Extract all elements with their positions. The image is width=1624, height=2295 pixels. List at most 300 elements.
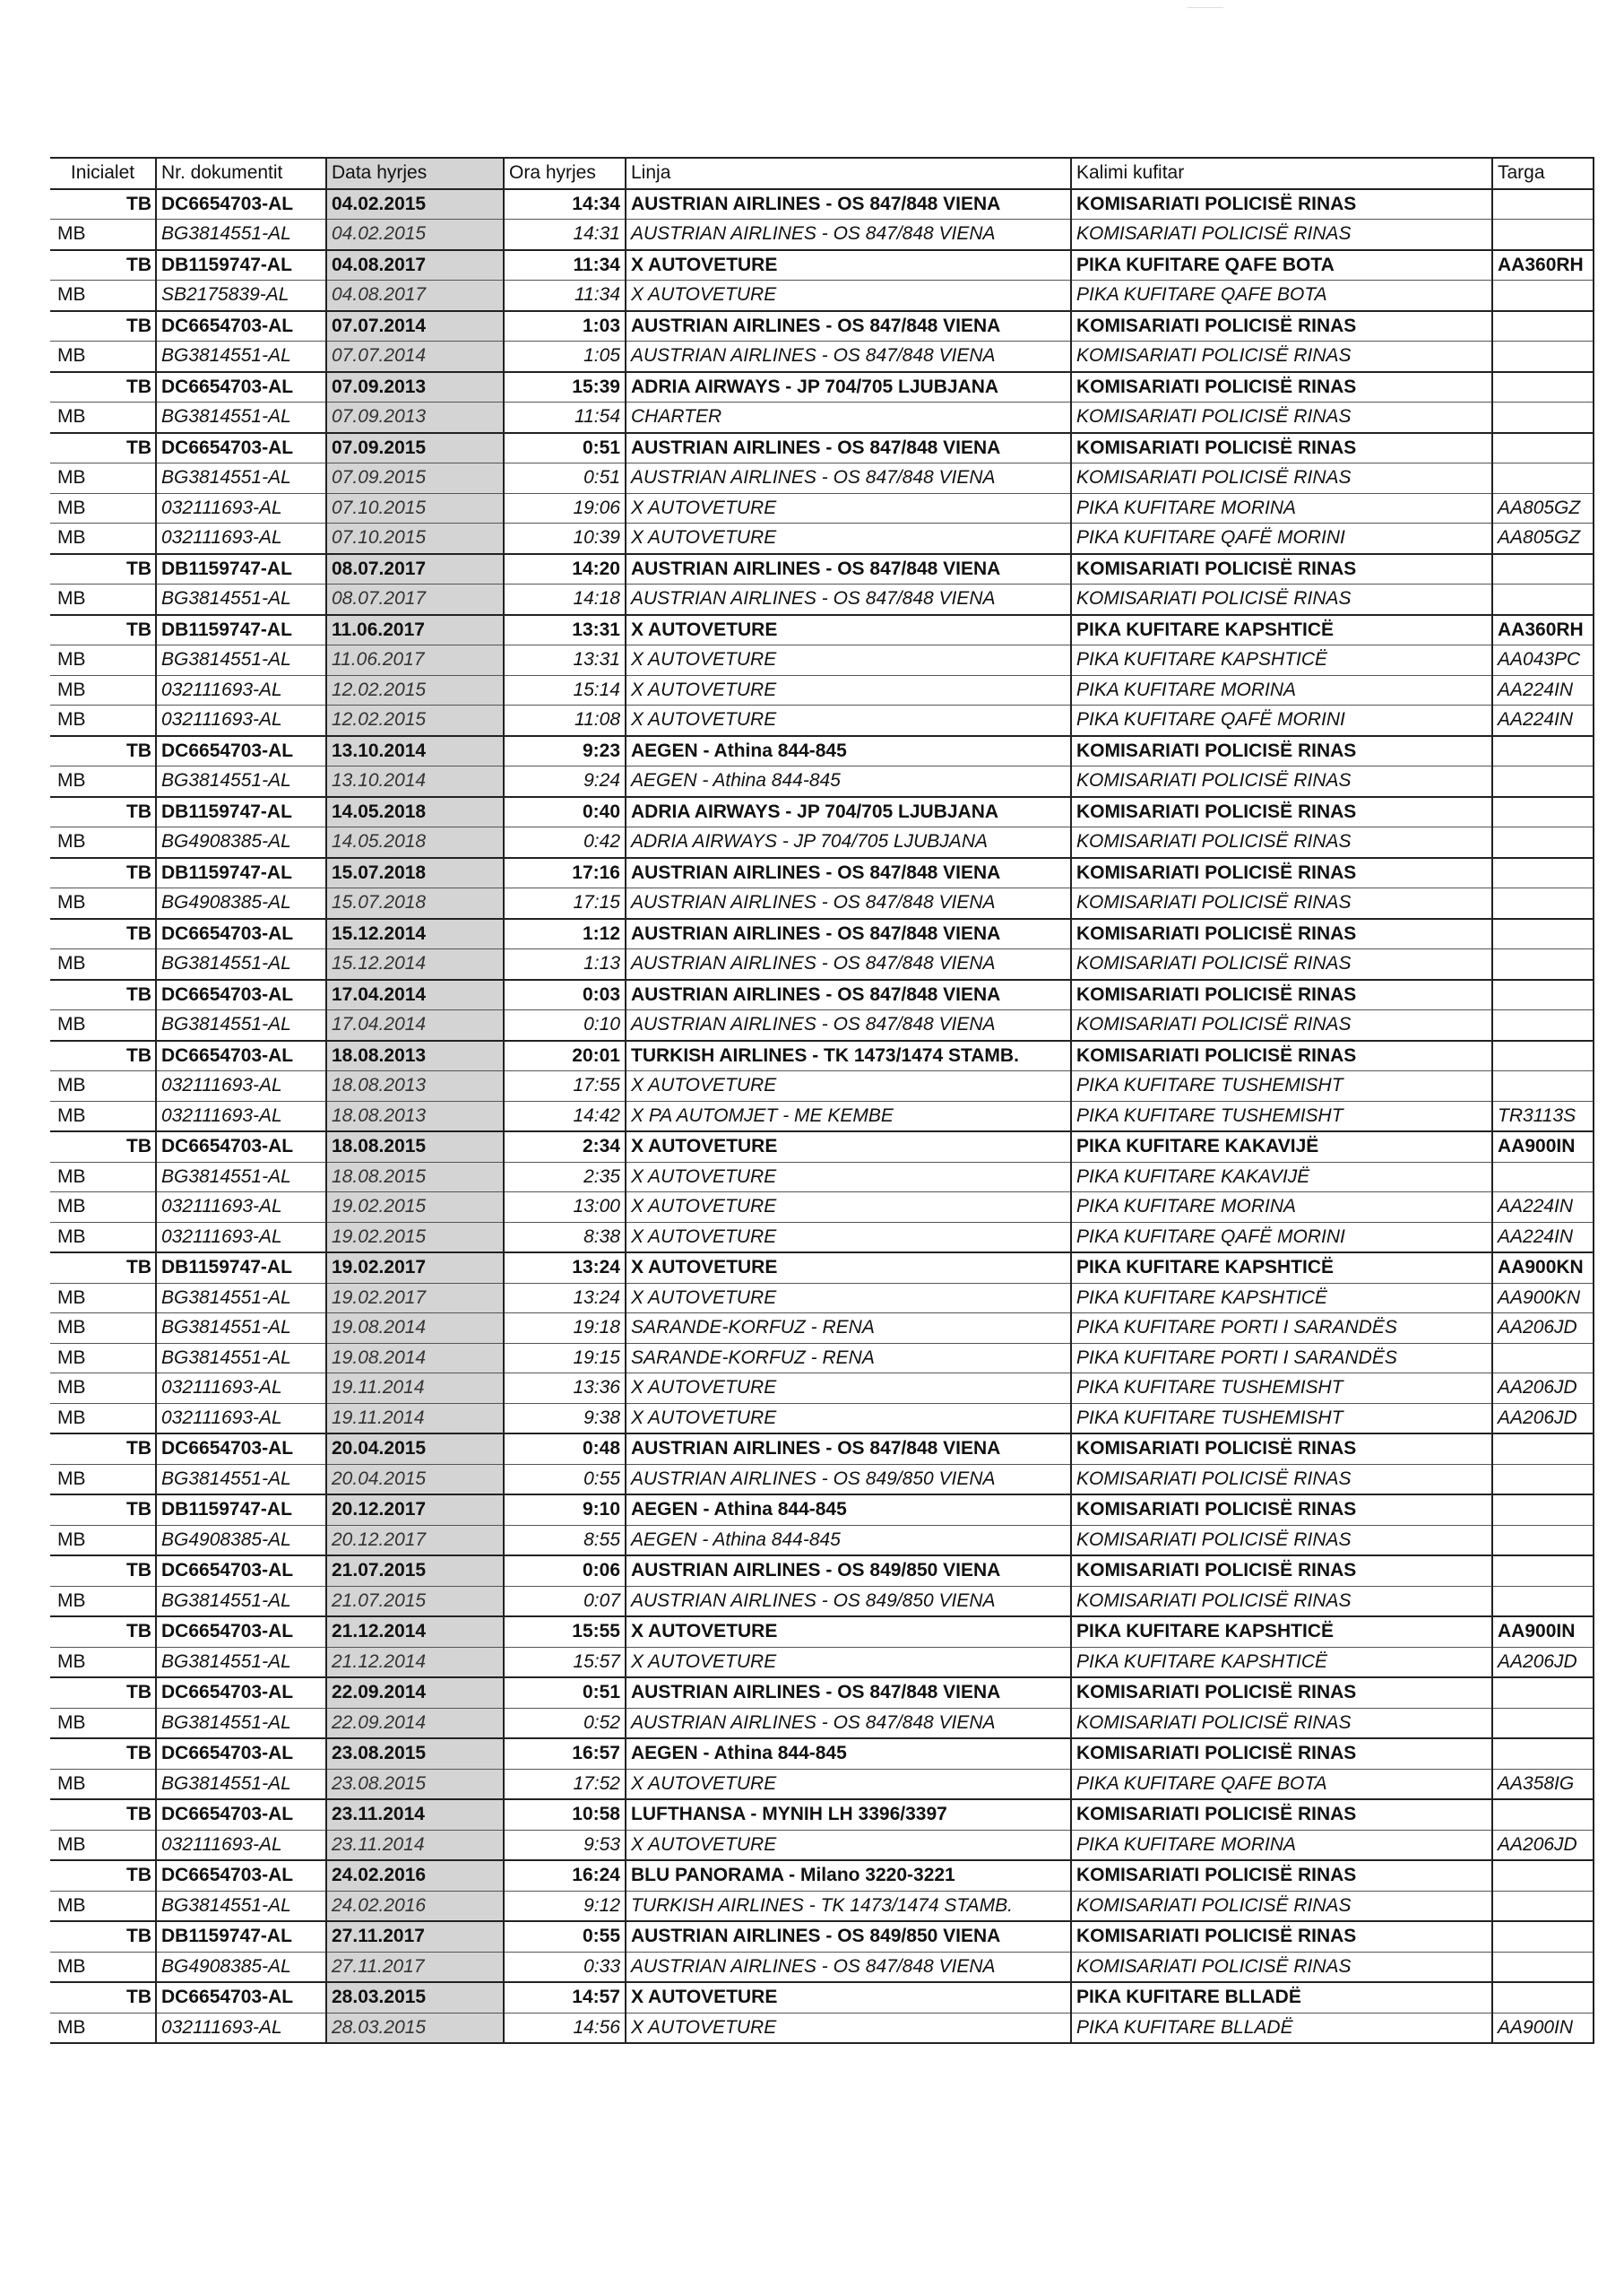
entry-date-cell: 14.05.2018 [326, 797, 504, 827]
document-number-cell: DC6654703-AL [156, 1555, 326, 1586]
table-row [50, 281, 1594, 311]
entry-time-cell: 0:06 [504, 1555, 626, 1586]
table-row [50, 1799, 1594, 1830]
initials-cell: MB [50, 493, 156, 524]
entry-date-cell: 18.08.2015 [326, 1162, 504, 1192]
entry-time-cell: 19:06 [504, 493, 626, 524]
plate-cell [1492, 766, 1594, 797]
initials-cell: MB [50, 1010, 156, 1041]
document-number-cell: DB1159747-AL [156, 1494, 326, 1525]
line-cell: X AUTOVETURE [626, 706, 1071, 736]
initials-cell: MB [50, 1952, 156, 1982]
plate-cell: AA224IN [1492, 706, 1594, 736]
table-row [50, 1555, 1594, 1586]
border-crossing-cell: PIKA KUFITARE QAFË MORINI [1071, 524, 1492, 554]
table-row [50, 1192, 1594, 1223]
initials-cell: TB [50, 1252, 156, 1283]
plate-cell: AA206JD [1492, 1313, 1594, 1344]
document-number-cell: DB1159747-AL [156, 797, 326, 827]
border-crossing-cell: PIKA KUFITARE BLLADË [1071, 1982, 1492, 2013]
entry-date-cell: 19.02.2015 [326, 1192, 504, 1223]
entry-time-cell: 9:23 [504, 736, 626, 766]
entry-time-cell: 15:39 [504, 372, 626, 403]
initials-cell: TB [50, 1799, 156, 1830]
entry-time-cell: 19:18 [504, 1313, 626, 1344]
plate-cell: AA805GZ [1492, 524, 1594, 554]
plate-cell: AA206JD [1492, 1403, 1594, 1433]
border-crossing-cell: KOMISARIATI POLICISË RINAS [1071, 372, 1492, 403]
table-row [50, 1252, 1594, 1283]
entry-time-cell: 2:34 [504, 1131, 626, 1162]
initials-cell: TB [50, 250, 156, 281]
plate-cell [1492, 1525, 1594, 1555]
table-row [50, 220, 1594, 250]
initials-cell: MB [50, 706, 156, 736]
line-cell: ADRIA AIRWAYS - JP 704/705 LJUBJANA [626, 372, 1071, 403]
entry-date-cell: 20.12.2017 [326, 1494, 504, 1525]
entry-date-cell: 13.10.2014 [326, 736, 504, 766]
entry-date-cell: 17.04.2014 [326, 1010, 504, 1041]
document-number-cell: 032111693-AL [156, 493, 326, 524]
plate-cell [1492, 463, 1594, 494]
plate-cell [1492, 1464, 1594, 1494]
initials-cell: TB [50, 1738, 156, 1769]
entry-date-cell: 23.11.2014 [326, 1799, 504, 1830]
plate-cell [1492, 189, 1594, 220]
entry-time-cell: 14:57 [504, 1982, 626, 2013]
entry-date-cell: 15.07.2018 [326, 888, 504, 919]
table-row [50, 1952, 1594, 1982]
entry-date-cell: 19.11.2014 [326, 1373, 504, 1404]
initials-cell: MB [50, 645, 156, 676]
entry-date-cell: 27.11.2017 [326, 1921, 504, 1952]
entry-date-cell: 23.08.2015 [326, 1769, 504, 1799]
entry-date-cell: 23.08.2015 [326, 1738, 504, 1769]
table-row [50, 372, 1594, 403]
line-cell: X AUTOVETURE [626, 675, 1071, 706]
table-row [50, 1373, 1594, 1404]
document-number-cell: 032111693-AL [156, 1403, 326, 1433]
entry-date-cell: 21.12.2014 [326, 1616, 504, 1647]
header-initials: Inicialet [50, 158, 156, 189]
entry-time-cell: 20:01 [504, 1041, 626, 1071]
initials-cell: MB [50, 1192, 156, 1223]
border-crossing-cell: KOMISARIATI POLICISË RINAS [1071, 797, 1492, 827]
line-cell: AUSTRIAN AIRLINES - OS 849/850 VIENA [626, 1464, 1071, 1494]
document-number-cell: BG3814551-AL [156, 585, 326, 615]
entry-time-cell: 1:05 [504, 342, 626, 372]
plate-cell [1492, 1982, 1594, 2013]
document-number-cell: DC6654703-AL [156, 189, 326, 220]
border-crossing-cell: PIKA KUFITARE KAKAVIJË [1071, 1162, 1492, 1192]
initials-cell: MB [50, 281, 156, 311]
entry-date-cell: 22.09.2014 [326, 1677, 504, 1708]
entry-time-cell: 0:55 [504, 1921, 626, 1952]
entry-date-cell: 22.09.2014 [326, 1708, 504, 1738]
entry-time-cell: 10:39 [504, 524, 626, 554]
initials-cell: TB [50, 433, 156, 463]
border-crossing-cell: KOMISARIATI POLICISË RINAS [1071, 1010, 1492, 1041]
table-row [50, 1921, 1594, 1952]
line-cell: AEGEN - Athina 844-845 [626, 736, 1071, 766]
entry-time-cell: 16:57 [504, 1738, 626, 1769]
entry-date-cell: 07.07.2014 [326, 311, 504, 342]
line-cell: AUSTRIAN AIRLINES - OS 847/848 VIENA [626, 919, 1071, 949]
initials-cell: MB [50, 766, 156, 797]
plate-cell [1492, 1010, 1594, 1041]
initials-cell: MB [50, 1403, 156, 1433]
document-number-cell: BG4908385-AL [156, 888, 326, 919]
document-number-cell: 032111693-AL [156, 2013, 326, 2043]
table-row [50, 827, 1594, 858]
initials-cell: MB [50, 1373, 156, 1404]
entry-date-cell: 07.09.2013 [326, 403, 504, 433]
line-cell: CHARTER [626, 403, 1071, 433]
table-row [50, 524, 1594, 554]
entry-date-cell: 28.03.2015 [326, 1982, 504, 2013]
line-cell: AUSTRIAN AIRLINES - OS 847/848 VIENA [626, 342, 1071, 372]
initials-cell: TB [50, 554, 156, 585]
line-cell: X AUTOVETURE [626, 1373, 1071, 1404]
line-cell: X AUTOVETURE [626, 1252, 1071, 1283]
table-row [50, 736, 1594, 766]
document-number-cell: BG3814551-AL [156, 1162, 326, 1192]
entry-time-cell: 17:55 [504, 1071, 626, 1102]
plate-cell: AA900IN [1492, 1131, 1594, 1162]
initials-cell: TB [50, 919, 156, 949]
table-row [50, 1616, 1594, 1647]
table-row [50, 766, 1594, 797]
entry-date-cell: 12.02.2015 [326, 675, 504, 706]
entry-date-cell: 04.02.2015 [326, 189, 504, 220]
document-number-cell: BG3814551-AL [156, 645, 326, 676]
document-number-cell: BG3814551-AL [156, 766, 326, 797]
entry-time-cell: 0:10 [504, 1010, 626, 1041]
entry-time-cell: 11:34 [504, 250, 626, 281]
initials-cell: MB [50, 1830, 156, 1860]
entry-time-cell: 14:20 [504, 554, 626, 585]
entry-date-cell: 21.07.2015 [326, 1586, 504, 1616]
initials-cell: MB [50, 524, 156, 554]
line-cell: AEGEN - Athina 844-845 [626, 766, 1071, 797]
plate-cell [1492, 1921, 1594, 1952]
document-number-cell: 032111693-AL [156, 1071, 326, 1102]
border-crossing-cell: KOMISARIATI POLICISË RINAS [1071, 1708, 1492, 1738]
entry-date-cell: 15.07.2018 [326, 858, 504, 888]
entry-date-cell: 19.08.2014 [326, 1343, 504, 1373]
table-row [50, 1071, 1594, 1102]
table-row [50, 1313, 1594, 1344]
plate-cell [1492, 1952, 1594, 1982]
table-row [50, 493, 1594, 524]
initials-cell: MB [50, 675, 156, 706]
header-entry-date: Data hyrjes [326, 158, 504, 189]
plate-cell [1492, 342, 1594, 372]
document-number-cell: DB1159747-AL [156, 250, 326, 281]
plate-cell [1492, 554, 1594, 585]
line-cell: X AUTOVETURE [626, 250, 1071, 281]
entry-date-cell: 13.10.2014 [326, 766, 504, 797]
table-row [50, 1494, 1594, 1525]
initials-cell: TB [50, 1860, 156, 1891]
plate-cell: AA206JD [1492, 1647, 1594, 1677]
border-crossing-cell: PIKA KUFITARE TUSHEMISHT [1071, 1071, 1492, 1102]
line-cell: X PA AUTOMJET - ME KEMBE [626, 1101, 1071, 1131]
plate-cell: TR3113S [1492, 1101, 1594, 1131]
document-number-cell: DC6654703-AL [156, 1433, 326, 1464]
line-cell: AEGEN - Athina 844-845 [626, 1525, 1071, 1555]
border-crossing-cell: PIKA KUFITARE KAPSHTICË [1071, 615, 1492, 645]
document-number-cell: DC6654703-AL [156, 1616, 326, 1647]
entry-time-cell: 17:52 [504, 1769, 626, 1799]
initials-cell: MB [50, 403, 156, 433]
plate-cell [1492, 311, 1594, 342]
document-number-cell: BG4908385-AL [156, 827, 326, 858]
initials-cell: TB [50, 372, 156, 403]
table-row [50, 706, 1594, 736]
table-row [50, 1891, 1594, 1921]
entry-date-cell: 19.02.2017 [326, 1283, 504, 1313]
entry-time-cell: 0:03 [504, 980, 626, 1010]
document-number-cell: DC6654703-AL [156, 433, 326, 463]
initials-cell: TB [50, 1555, 156, 1586]
line-cell: X AUTOVETURE [626, 1647, 1071, 1677]
entry-date-cell: 19.02.2015 [326, 1222, 504, 1252]
plate-cell [1492, 1738, 1594, 1769]
plate-cell [1492, 1799, 1594, 1830]
initials-cell: MB [50, 1708, 156, 1738]
table-row [50, 1464, 1594, 1494]
entry-date-cell: 12.02.2015 [326, 706, 504, 736]
line-cell: LUFTHANSA - MYNIH LH 3396/3397 [626, 1799, 1071, 1830]
border-crossing-cell: KOMISARIATI POLICISË RINAS [1071, 585, 1492, 615]
entry-date-cell: 18.08.2015 [326, 1131, 504, 1162]
border-crossing-cell: KOMISARIATI POLICISË RINAS [1071, 858, 1492, 888]
plate-cell [1492, 797, 1594, 827]
border-crossing-cell: KOMISARIATI POLICISË RINAS [1071, 1738, 1492, 1769]
border-crossing-cell: PIKA KUFITARE BLLADË [1071, 2013, 1492, 2043]
entry-date-cell: 04.08.2017 [326, 281, 504, 311]
plate-cell [1492, 1677, 1594, 1708]
initials-cell: TB [50, 311, 156, 342]
initials-cell: TB [50, 1921, 156, 1952]
line-cell: AEGEN - Athina 844-845 [626, 1738, 1071, 1769]
entry-date-cell: 04.08.2017 [326, 250, 504, 281]
entry-date-cell: 17.04.2014 [326, 980, 504, 1010]
border-crossing-cell: KOMISARIATI POLICISË RINAS [1071, 827, 1492, 858]
border-crossing-cell: PIKA KUFITARE KAPSHTICË [1071, 1647, 1492, 1677]
entry-date-cell: 07.10.2015 [326, 524, 504, 554]
initials-cell: MB [50, 1222, 156, 1252]
plate-cell [1492, 1891, 1594, 1921]
plate-cell [1492, 403, 1594, 433]
entry-date-cell: 21.12.2014 [326, 1647, 504, 1677]
table-row [50, 189, 1594, 220]
entry-date-cell: 04.02.2015 [326, 220, 504, 250]
entry-date-cell: 07.09.2015 [326, 433, 504, 463]
document-number-cell: DC6654703-AL [156, 1799, 326, 1830]
entry-time-cell: 0:48 [504, 1433, 626, 1464]
entry-time-cell: 0:51 [504, 1677, 626, 1708]
line-cell: X AUTOVETURE [626, 524, 1071, 554]
entry-date-cell: 20.04.2015 [326, 1464, 504, 1494]
initials-cell: TB [50, 615, 156, 645]
border-crossing-table [50, 157, 1594, 2044]
initials-cell: MB [50, 1283, 156, 1313]
initials-cell: TB [50, 858, 156, 888]
line-cell: AUSTRIAN AIRLINES - OS 847/848 VIENA [626, 463, 1071, 494]
entry-time-cell: 17:16 [504, 858, 626, 888]
table-row [50, 585, 1594, 615]
plate-cell [1492, 858, 1594, 888]
entry-time-cell: 9:24 [504, 766, 626, 797]
document-number-cell: DB1159747-AL [156, 554, 326, 585]
entry-time-cell: 11:34 [504, 281, 626, 311]
entry-time-cell: 0:42 [504, 827, 626, 858]
entry-time-cell: 8:38 [504, 1222, 626, 1252]
line-cell: TURKISH AIRLINES - TK 1473/1474 STAMB. [626, 1891, 1071, 1921]
plate-cell [1492, 980, 1594, 1010]
border-crossing-cell: KOMISARIATI POLICISË RINAS [1071, 1921, 1492, 1952]
line-cell: AUSTRIAN AIRLINES - OS 847/848 VIENA [626, 888, 1071, 919]
entry-date-cell: 23.11.2014 [326, 1830, 504, 1860]
border-crossing-cell: KOMISARIATI POLICISË RINAS [1071, 736, 1492, 766]
initials-cell: MB [50, 1101, 156, 1131]
entry-time-cell: 13:36 [504, 1373, 626, 1404]
plate-cell [1492, 1071, 1594, 1102]
entry-time-cell: 14:56 [504, 2013, 626, 2043]
table-row [50, 1647, 1594, 1677]
table-row [50, 919, 1594, 949]
line-cell: X AUTOVETURE [626, 1131, 1071, 1162]
table-row [50, 1860, 1594, 1891]
table-row [50, 797, 1594, 827]
table-row [50, 463, 1594, 494]
scan-artifact [1188, 2, 1223, 8]
plate-cell [1492, 1586, 1594, 1616]
initials-cell: TB [50, 1494, 156, 1525]
border-crossing-cell: PIKA KUFITARE QAFË MORINI [1071, 706, 1492, 736]
entry-time-cell: 16:24 [504, 1860, 626, 1891]
document-number-cell: DB1159747-AL [156, 615, 326, 645]
initials-cell: TB [50, 1982, 156, 2013]
entry-time-cell: 11:54 [504, 403, 626, 433]
document-number-cell: BG3814551-AL [156, 1586, 326, 1616]
header-entry-time: Ora hyrjes [504, 158, 626, 189]
document-number-cell: BG3814551-AL [156, 1708, 326, 1738]
entry-date-cell: 24.02.2016 [326, 1860, 504, 1891]
initials-cell: MB [50, 1647, 156, 1677]
plate-cell [1492, 220, 1594, 250]
table-row [50, 1738, 1594, 1769]
document-number-cell: BG3814551-AL [156, 220, 326, 250]
initials-cell: TB [50, 1433, 156, 1464]
table-row [50, 342, 1594, 372]
border-crossing-cell: PIKA KUFITARE MORINA [1071, 675, 1492, 706]
plate-cell: AA224IN [1492, 1192, 1594, 1223]
line-cell: AUSTRIAN AIRLINES - OS 849/850 VIENA [626, 1586, 1071, 1616]
entry-time-cell: 14:18 [504, 585, 626, 615]
table-row [50, 858, 1594, 888]
line-cell: X AUTOVETURE [626, 1403, 1071, 1433]
entry-time-cell: 0:52 [504, 1708, 626, 1738]
line-cell: X AUTOVETURE [626, 645, 1071, 676]
plate-cell: AA900KN [1492, 1252, 1594, 1283]
initials-cell: MB [50, 342, 156, 372]
border-crossing-cell: PIKA KUFITARE QAFE BOTA [1071, 1769, 1492, 1799]
header-row [50, 158, 1594, 189]
line-cell: AUSTRIAN AIRLINES - OS 849/850 VIENA [626, 1921, 1071, 1952]
initials-cell: MB [50, 1891, 156, 1921]
plate-cell: AA805GZ [1492, 493, 1594, 524]
document-number-cell: DC6654703-AL [156, 1131, 326, 1162]
line-cell: AUSTRIAN AIRLINES - OS 847/848 VIENA [626, 1708, 1071, 1738]
line-cell: X AUTOVETURE [626, 615, 1071, 645]
entry-time-cell: 0:51 [504, 433, 626, 463]
table-row [50, 1769, 1594, 1799]
header-plate: Targa [1492, 158, 1594, 189]
document-number-cell: BG3814551-AL [156, 403, 326, 433]
table-row [50, 1982, 1594, 2013]
entry-time-cell: 2:35 [504, 1162, 626, 1192]
document-number-cell: DC6654703-AL [156, 1982, 326, 2013]
document-number-cell: DB1159747-AL [156, 1921, 326, 1952]
entry-date-cell: 07.10.2015 [326, 493, 504, 524]
initials-cell: TB [50, 1616, 156, 1647]
document-page [50, 157, 1594, 2044]
table-row [50, 1708, 1594, 1738]
line-cell: SARANDE-KORFUZ - RENA [626, 1343, 1071, 1373]
line-cell: X AUTOVETURE [626, 281, 1071, 311]
line-cell: X AUTOVETURE [626, 1162, 1071, 1192]
plate-cell [1492, 1343, 1594, 1373]
entry-time-cell: 15:57 [504, 1647, 626, 1677]
header-line: Linja [626, 158, 1071, 189]
border-crossing-cell: KOMISARIATI POLICISË RINAS [1071, 189, 1492, 220]
table-row [50, 403, 1594, 433]
border-crossing-cell: KOMISARIATI POLICISË RINAS [1071, 888, 1492, 919]
document-number-cell: BG3814551-AL [156, 949, 326, 980]
entry-time-cell: 14:31 [504, 220, 626, 250]
document-number-cell: 032111693-AL [156, 675, 326, 706]
line-cell: ADRIA AIRWAYS - JP 704/705 LJUBJANA [626, 827, 1071, 858]
entry-date-cell: 07.07.2014 [326, 342, 504, 372]
document-number-cell: BG3814551-AL [156, 1769, 326, 1799]
border-crossing-cell: KOMISARIATI POLICISË RINAS [1071, 1860, 1492, 1891]
entry-time-cell: 13:31 [504, 615, 626, 645]
entry-time-cell: 0:55 [504, 1464, 626, 1494]
line-cell: AUSTRIAN AIRLINES - OS 847/848 VIENA [626, 189, 1071, 220]
table-row [50, 1830, 1594, 1860]
entry-date-cell: 21.07.2015 [326, 1555, 504, 1586]
entry-time-cell: 13:00 [504, 1192, 626, 1223]
border-crossing-cell: KOMISARIATI POLICISË RINAS [1071, 1464, 1492, 1494]
document-number-cell: BG3814551-AL [156, 1010, 326, 1041]
entry-date-cell: 14.05.2018 [326, 827, 504, 858]
initials-cell: MB [50, 585, 156, 615]
entry-time-cell: 15:55 [504, 1616, 626, 1647]
border-crossing-cell: PIKA KUFITARE MORINA [1071, 1192, 1492, 1223]
initials-cell: MB [50, 1343, 156, 1373]
plate-cell: AA900IN [1492, 2013, 1594, 2043]
document-number-cell: BG3814551-AL [156, 1891, 326, 1921]
line-cell: AUSTRIAN AIRLINES - OS 847/848 VIENA [626, 1010, 1071, 1041]
entry-time-cell: 1:12 [504, 919, 626, 949]
initials-cell: MB [50, 888, 156, 919]
entry-date-cell: 08.07.2017 [326, 585, 504, 615]
initials-cell: MB [50, 220, 156, 250]
plate-cell [1492, 1860, 1594, 1891]
